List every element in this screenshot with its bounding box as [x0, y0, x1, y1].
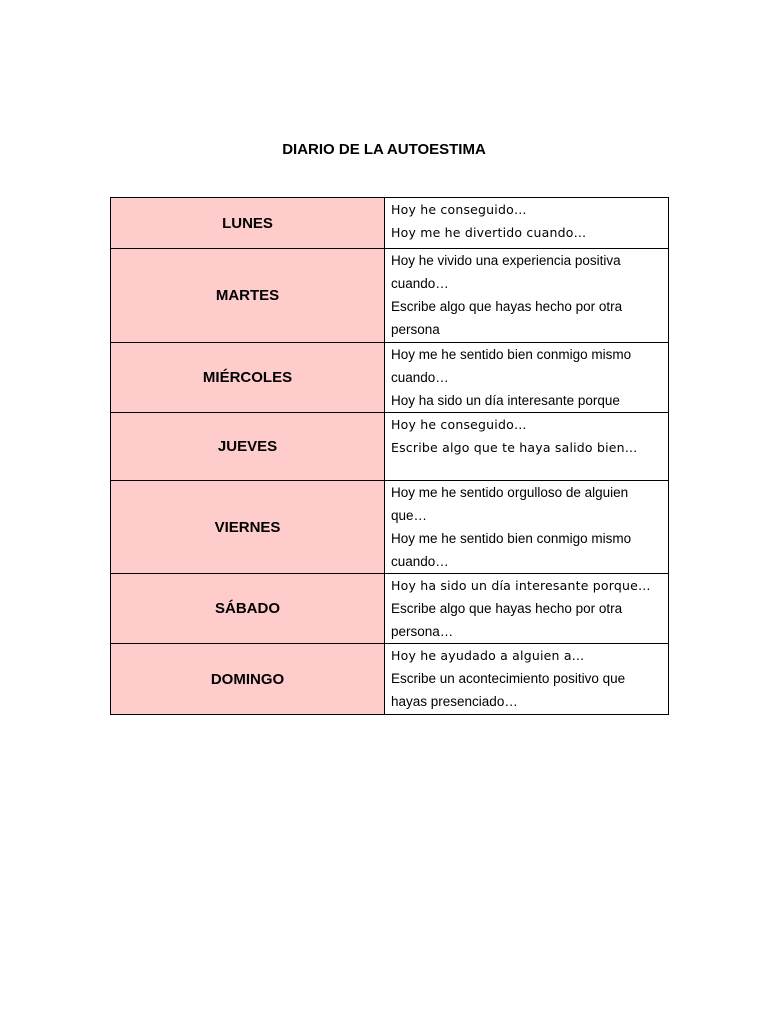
- table-row: [111, 343, 669, 413]
- prompt-text: Hoy me he sentido orgulloso de alguien que…: [391, 485, 629, 523]
- table-row: [111, 249, 669, 343]
- prompt-cell: [385, 481, 669, 574]
- table-row: [111, 644, 669, 715]
- page-title: DIARIO DE LA AUTOESTIMA: [282, 141, 486, 158]
- prompt-cell: [385, 198, 669, 249]
- diary-table: [110, 197, 669, 715]
- prompt-cell: [385, 249, 669, 343]
- day-cell: VIERNES: [111, 481, 385, 574]
- prompt-cell: [385, 574, 669, 644]
- prompt-text: Hoy me he sentido bien conmigo mismo cuando…: [391, 347, 632, 385]
- table-row: [111, 413, 669, 481]
- prompt-text: Hoy he conseguido…: [391, 202, 527, 217]
- prompt-text: Escribe un acontecimiento positivo que hayas presenciado…: [391, 671, 626, 709]
- prompt-cell: [385, 343, 669, 413]
- table-row: [111, 198, 669, 249]
- day-cell: LUNES: [111, 198, 385, 249]
- day-cell: DOMINGO: [111, 644, 385, 715]
- prompt-text: Escribe algo que hayas hecho por otra persona: [391, 299, 623, 337]
- day-cell: MARTES: [111, 249, 385, 343]
- prompt-text: Hoy he conseguido…: [391, 417, 527, 432]
- prompt-text: Hoy me he divertido cuando…: [391, 225, 587, 240]
- prompt-text: Hoy he ayudado a alguien a…: [391, 648, 585, 663]
- table-row: [111, 481, 669, 574]
- prompt-text: Hoy ha sido un día interesante porque: [391, 393, 620, 408]
- prompt-text: Hoy he vivido una experiencia positiva cuando…: [391, 253, 621, 291]
- prompt-cell: [385, 413, 669, 481]
- prompt-cell: [385, 644, 669, 715]
- prompt-text: Escribe algo que hayas hecho por otra persona…: [391, 601, 623, 639]
- day-cell: MIÉRCOLES: [111, 343, 385, 413]
- prompt-text: Escribe algo que te haya salido bien…: [391, 440, 638, 455]
- prompt-text: Hoy ha sido un día interesante porque…: [391, 578, 651, 593]
- prompt-text: Hoy me he sentido bien conmigo mismo cuando…: [391, 531, 632, 569]
- table-row: [111, 574, 669, 644]
- day-cell: JUEVES: [111, 413, 385, 481]
- day-cell: SÁBADO: [111, 574, 385, 644]
